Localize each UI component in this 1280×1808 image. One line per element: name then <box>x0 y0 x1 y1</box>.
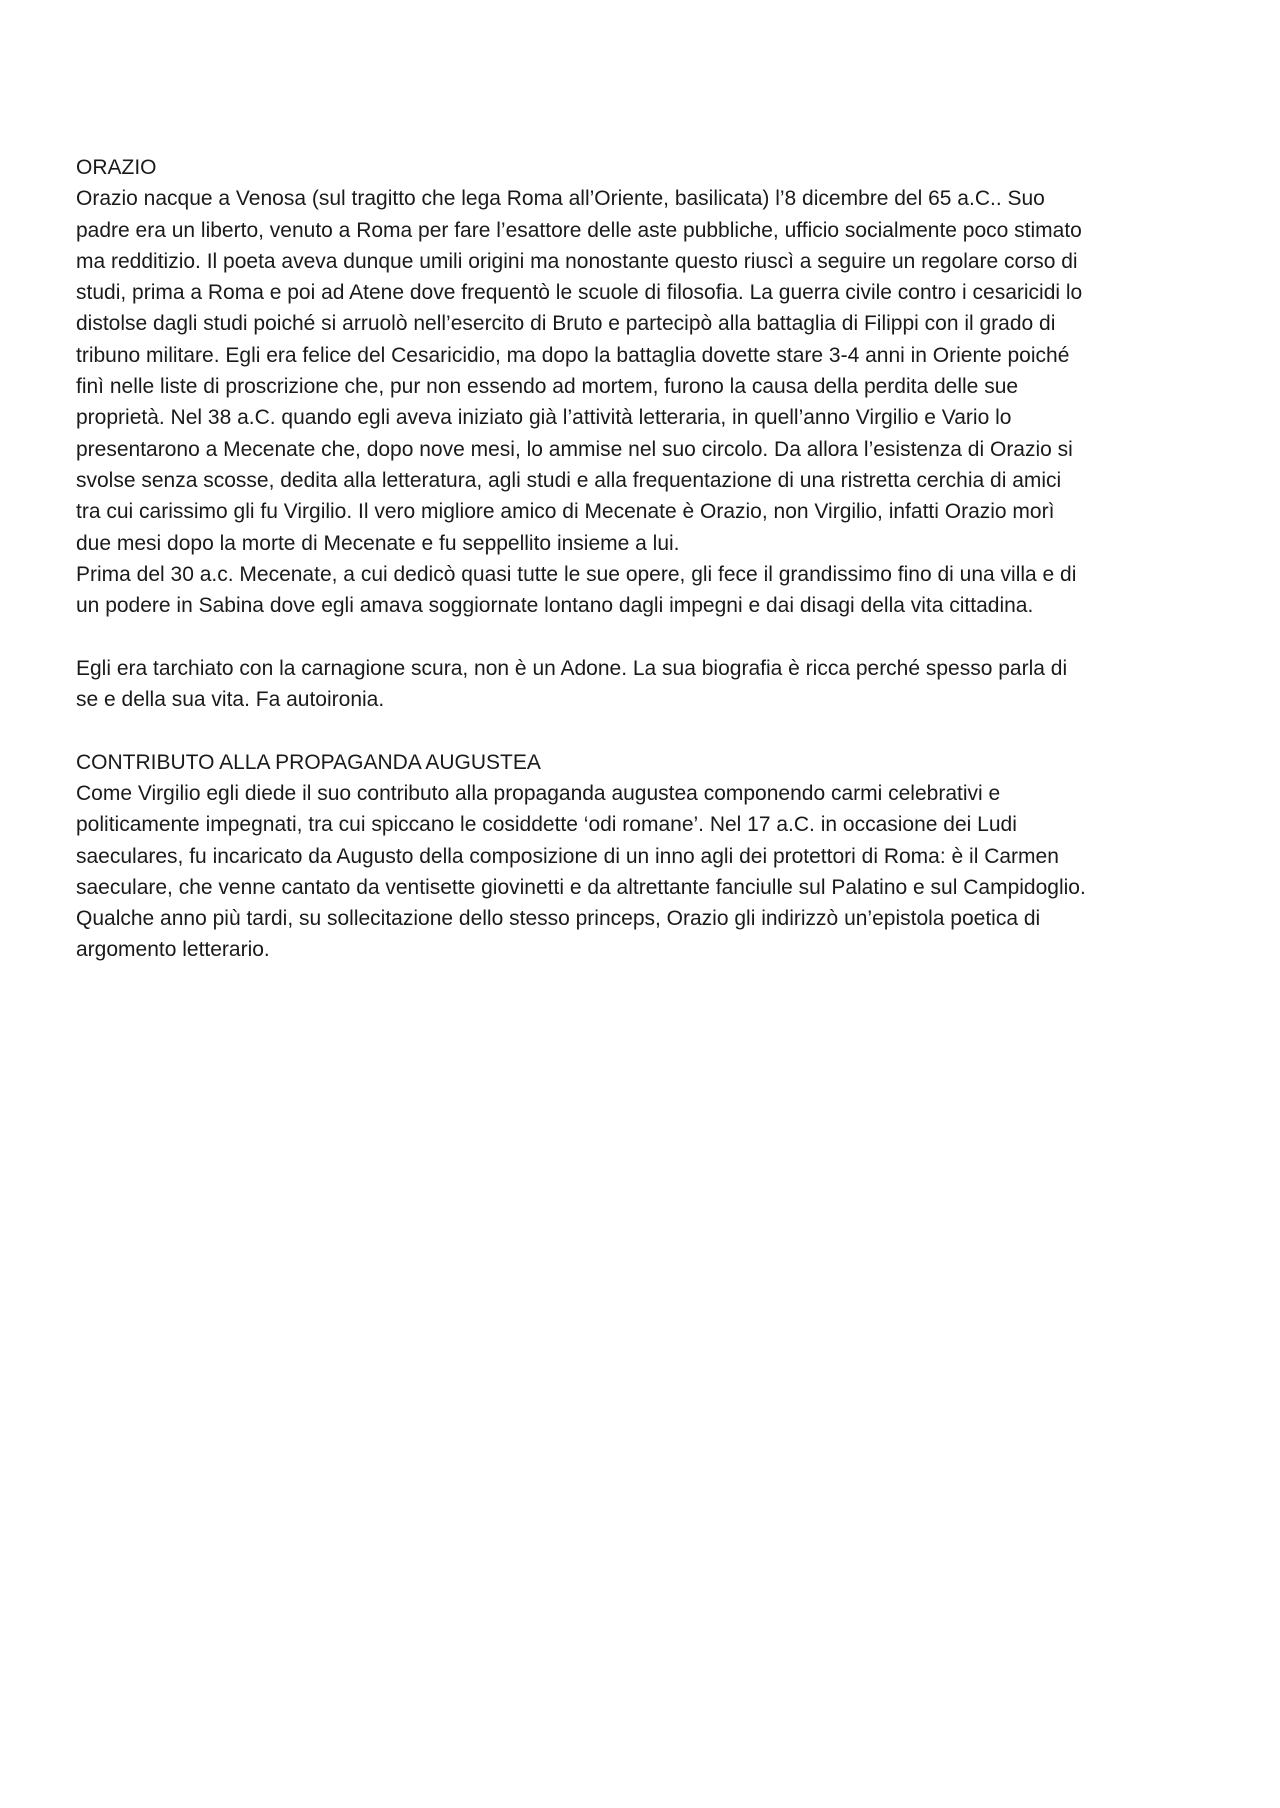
section-heading-orazio: ORAZIO <box>76 156 157 179</box>
text-line: due mesi dopo la morte di Mecenate e fu seppellito insieme a lui. <box>76 531 680 555</box>
text-line: padre era un liberto, venuto a Roma per fare l’esattore delle aste pubbliche, ufficio socialmente poco stimato <box>76 218 1082 242</box>
text-line: Prima del 30 a.c. Mecenate, a cui dedicò quasi tutte le sue opere, gli fece il grandissimo fino di una villa e di <box>76 562 1077 586</box>
paragraph-mecenate <box>76 559 1216 622</box>
text-line: saeculare, che venne cantato da ventisette giovinetti e da altrettante fanciulle sul Palatino e sul Campidoglio. <box>76 875 1086 899</box>
text-line: presentarono a Mecenate che, dopo nove mesi, lo ammise nel suo circolo. Da allora l’esistenza di Orazio si <box>76 437 1073 461</box>
text-line: saeculares, fu incaricato da Augusto della composizione di un inno agli dei protettori di Roma: è il Carmen <box>76 844 1059 868</box>
text-line: Qualche anno più tardi, su sollecitazione dello stesso princeps, Orazio gli indirizzò un’epistola poetica di <box>76 907 1041 931</box>
document-page <box>76 152 1216 966</box>
text-line: Egli era tarchiato con la carnagione scura, non è un Adone. La sua biografia è ricca perché spesso parla di <box>76 656 1068 680</box>
text-line: Come Virgilio egli diede il suo contributo alla propaganda augustea componendo carmi celebrativi e <box>76 781 1001 805</box>
text-line: studi, prima a Roma e poi ad Atene dove frequentò le scuole di filosofia. La guerra civile contro i cesaricidi lo <box>76 281 1083 305</box>
paragraph-biography <box>76 183 1216 559</box>
text-line: finì nelle liste di proscrizione che, pur non essendo ad mortem, furono la causa della perdita delle sue <box>76 375 1019 399</box>
section-heading-propaganda: CONTRIBUTO ALLA PROPAGANDA AUGUSTEA <box>76 750 541 774</box>
text-line: svolse senza scosse, dedita alla letteratura, agli studi e alla frequentazione di una ristretta cerchia di amici <box>76 468 1062 492</box>
text-line: ma redditizio. Il poeta aveva dunque umili origini ma nonostante questo riuscì a seguire un regolare corso di <box>76 249 1078 273</box>
text-line: un podere in Sabina dove egli amava soggiornate lontano dagli impegni e dai disagi della vita cittadina. <box>76 594 1034 618</box>
paragraph-appearance <box>76 653 1216 716</box>
text-line: politicamente impegnati, tra cui spiccano le cosiddette ‘odi romane’. Nel 17 a.C. in occasione dei Ludi <box>76 813 1017 837</box>
paragraph-spacer <box>76 621 1216 652</box>
text-line: argomento letterario. <box>76 938 270 962</box>
text-line: Orazio nacque a Venosa (sul tragitto che lega Roma all’Oriente, basilicata) l’8 dicembre del 65 a.C.. Suo <box>76 187 1045 211</box>
paragraph-spacer <box>76 715 1216 746</box>
text-line: tribuno militare. Egli era felice del Cesaricidio, ma dopo la battaglia dovette stare 3-4 anni in Oriente poiché <box>76 343 1070 367</box>
text-line: se e della sua vita. Fa autoironia. <box>76 688 385 712</box>
paragraph-propaganda <box>76 778 1216 966</box>
text-line: tra cui carissimo gli fu Virgilio. Il vero migliore amico di Mecenate è Orazio, non Virgilio, infatti Orazio morì <box>76 500 1055 524</box>
text-line: proprietà. Nel 38 a.C. quando egli aveva iniziato già l’attività letteraria, in quell’anno Virgilio e Vario lo <box>76 406 1012 430</box>
text-line: distolse dagli studi poiché si arruolò nell’esercito di Bruto e partecipò alla battaglia di Filippi con il grado di <box>76 312 1056 336</box>
